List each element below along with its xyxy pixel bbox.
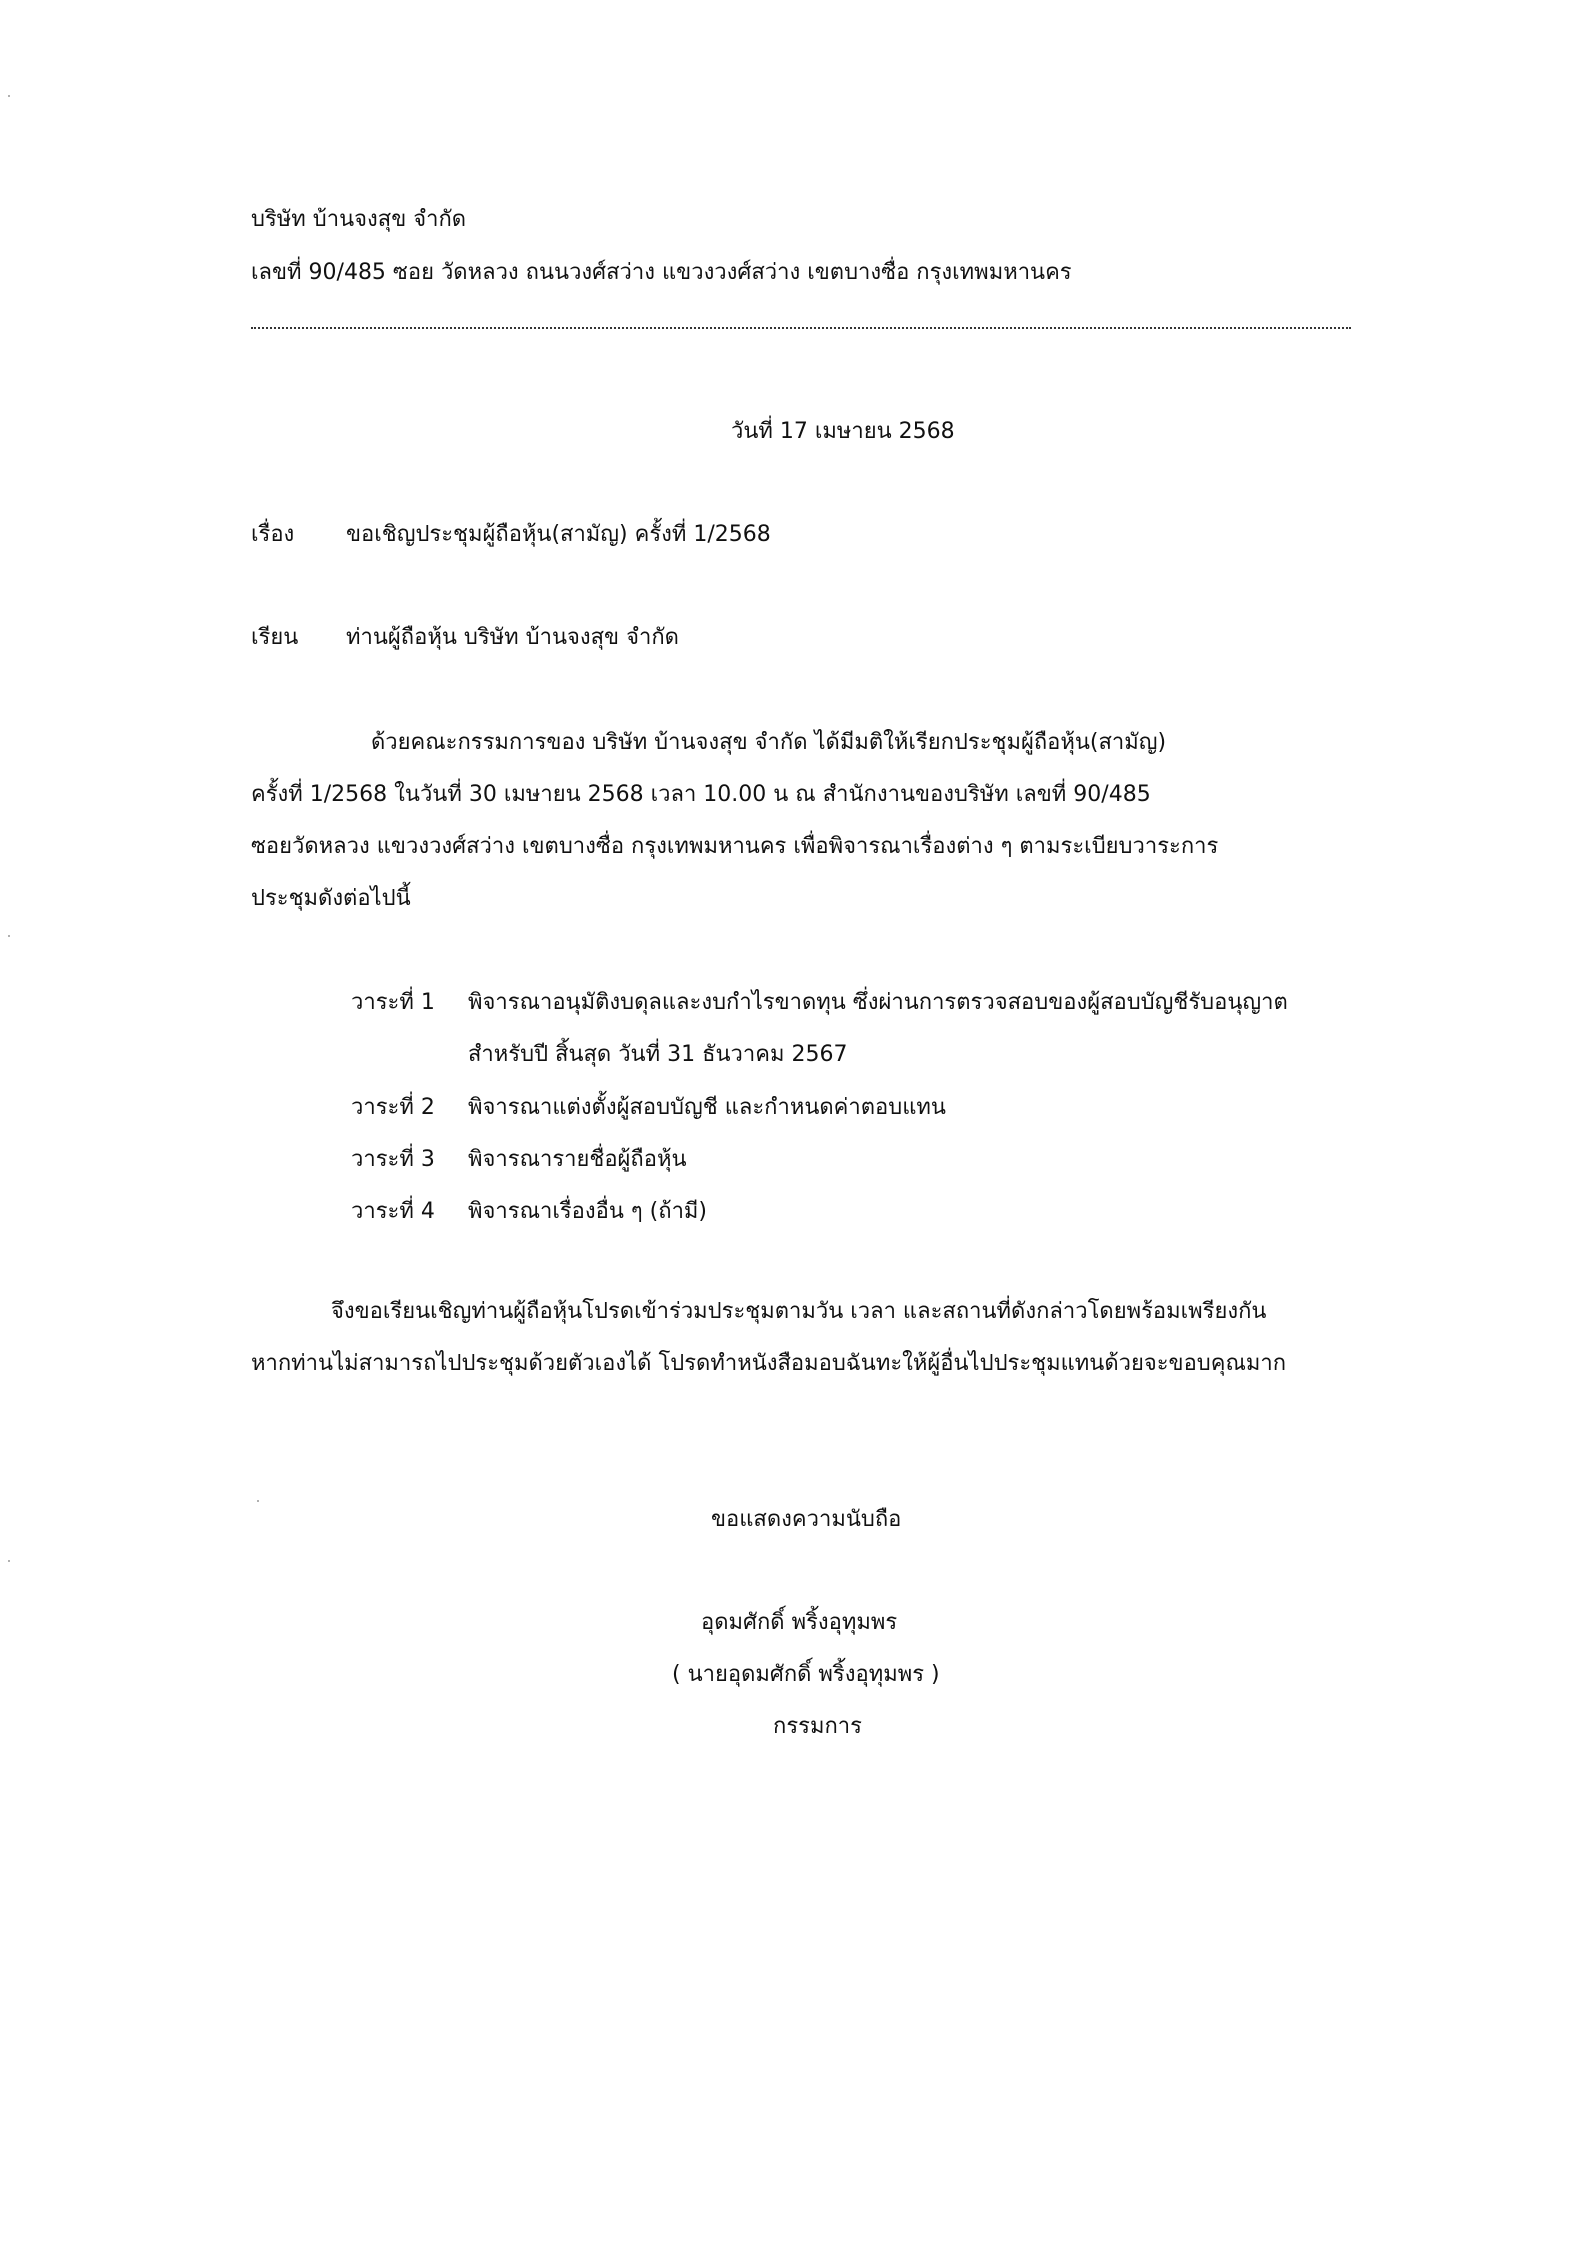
agenda-item-2 (351, 1093, 946, 1123)
agenda-number: วาระที่ 4 (351, 1199, 435, 1224)
addressee-text: ท่านผู้ถือหุ้น บริษัท บ้านจงสุข จำกัด (346, 625, 679, 650)
agenda-number: วาระที่ 2 (351, 1095, 435, 1120)
closing-salutation: ขอแสดงความนับถือ (711, 1507, 902, 1532)
position-title: กรรมการ (773, 1714, 862, 1739)
agenda-item-1 (351, 988, 1288, 1018)
paragraph-1-line-4: ประชุมดังต่อไปนี้ (251, 886, 411, 911)
scan-speck (8, 935, 10, 937)
signature: อุดมศักดิ์ พริ้งอุทุมพร (701, 1610, 898, 1635)
scan-speck (8, 1560, 10, 1562)
agenda-item-1-continuation: สำหรับปี สิ้นสุด วันที่ 31 ธันวาคม 2567 (468, 1042, 848, 1067)
addressee-label: เรียน (251, 625, 299, 650)
agenda-item-3 (351, 1145, 687, 1175)
paragraph-1-line-2: ครั้งที่ 1/2568 ในวันที่ 30 เมษายน 2568 เวลา 10.00 น ณ สำนักงานของบริษัท เลขที่ 90/485 (251, 782, 1151, 807)
agenda-text: พิจารณาแต่งตั้งผู้สอบบัญชี และกำหนดค่าตอบแทน (468, 1095, 946, 1120)
agenda-text: พิจารณาเรื่องอื่น ๆ (ถ้ามี) (468, 1199, 708, 1224)
agenda-text: พิจารณารายชื่อผู้ถือหุ้น (468, 1147, 687, 1172)
paragraph-2-line-2: หากท่านไม่สามารถไปประชุมด้วยตัวเองได้ โปรดทำหนังสือมอบฉันทะให้ผู้อื่นไปประชุมแทนด้วยจะขอบคุณมาก (251, 1351, 1287, 1376)
paragraph-1-line-3: ซอยวัดหลวง แขวงวงศ์สว่าง เขตบางซื่อ กรุงเทพมหานคร เพื่อพิจารณาเรื่องต่าง ๆ ตามระเบียบวาระการ (251, 834, 1219, 859)
printed-name: ( นายอุดมศักดิ์ พริ้งอุทุมพร ) (672, 1662, 940, 1687)
agenda-number: วาระที่ 3 (351, 1147, 435, 1172)
addressee-line (251, 623, 679, 653)
subject-line (251, 520, 771, 550)
paragraph-1-line-1: ด้วยคณะกรรมการของ บริษัท บ้านจงสุข จำกัด ได้มีมติให้เรียกประชุมผู้ถือหุ้น(สามัญ) (371, 730, 1167, 755)
agenda-item-4 (351, 1197, 707, 1227)
agenda-number: วาระที่ 1 (351, 990, 435, 1015)
dotted-separator (251, 327, 1351, 329)
letter-date: วันที่ 17 เมษายน 2568 (731, 419, 955, 444)
scan-speck (257, 1500, 259, 1502)
agenda-text: พิจารณาอนุมัติงบดุลและงบกำไรขาดทุน ซึ่งผ่านการตรวจสอบของผู้สอบบัญชีรับอนุญาต (468, 990, 1288, 1015)
paragraph-2-line-1: จึงขอเรียนเชิญท่านผู้ถือหุ้นโปรดเข้าร่วมประชุมตามวัน เวลา และสถานที่ดังกล่าวโดยพร้อมเพรียงกัน (331, 1299, 1267, 1324)
company-name: บริษัท บ้านจงสุข จำกัด (251, 207, 467, 232)
subject-label: เรื่อง (251, 522, 295, 547)
scan-speck (8, 95, 10, 97)
company-address: เลขที่ 90/485 ซอย วัดหลวง ถนนวงศ์สว่าง แขวงวงศ์สว่าง เขตบางซื่อ กรุงเทพมหานคร (251, 260, 1072, 285)
subject-text: ขอเชิญประชุมผู้ถือหุ้น(สามัญ) ครั้งที่ 1/2568 (346, 522, 771, 547)
